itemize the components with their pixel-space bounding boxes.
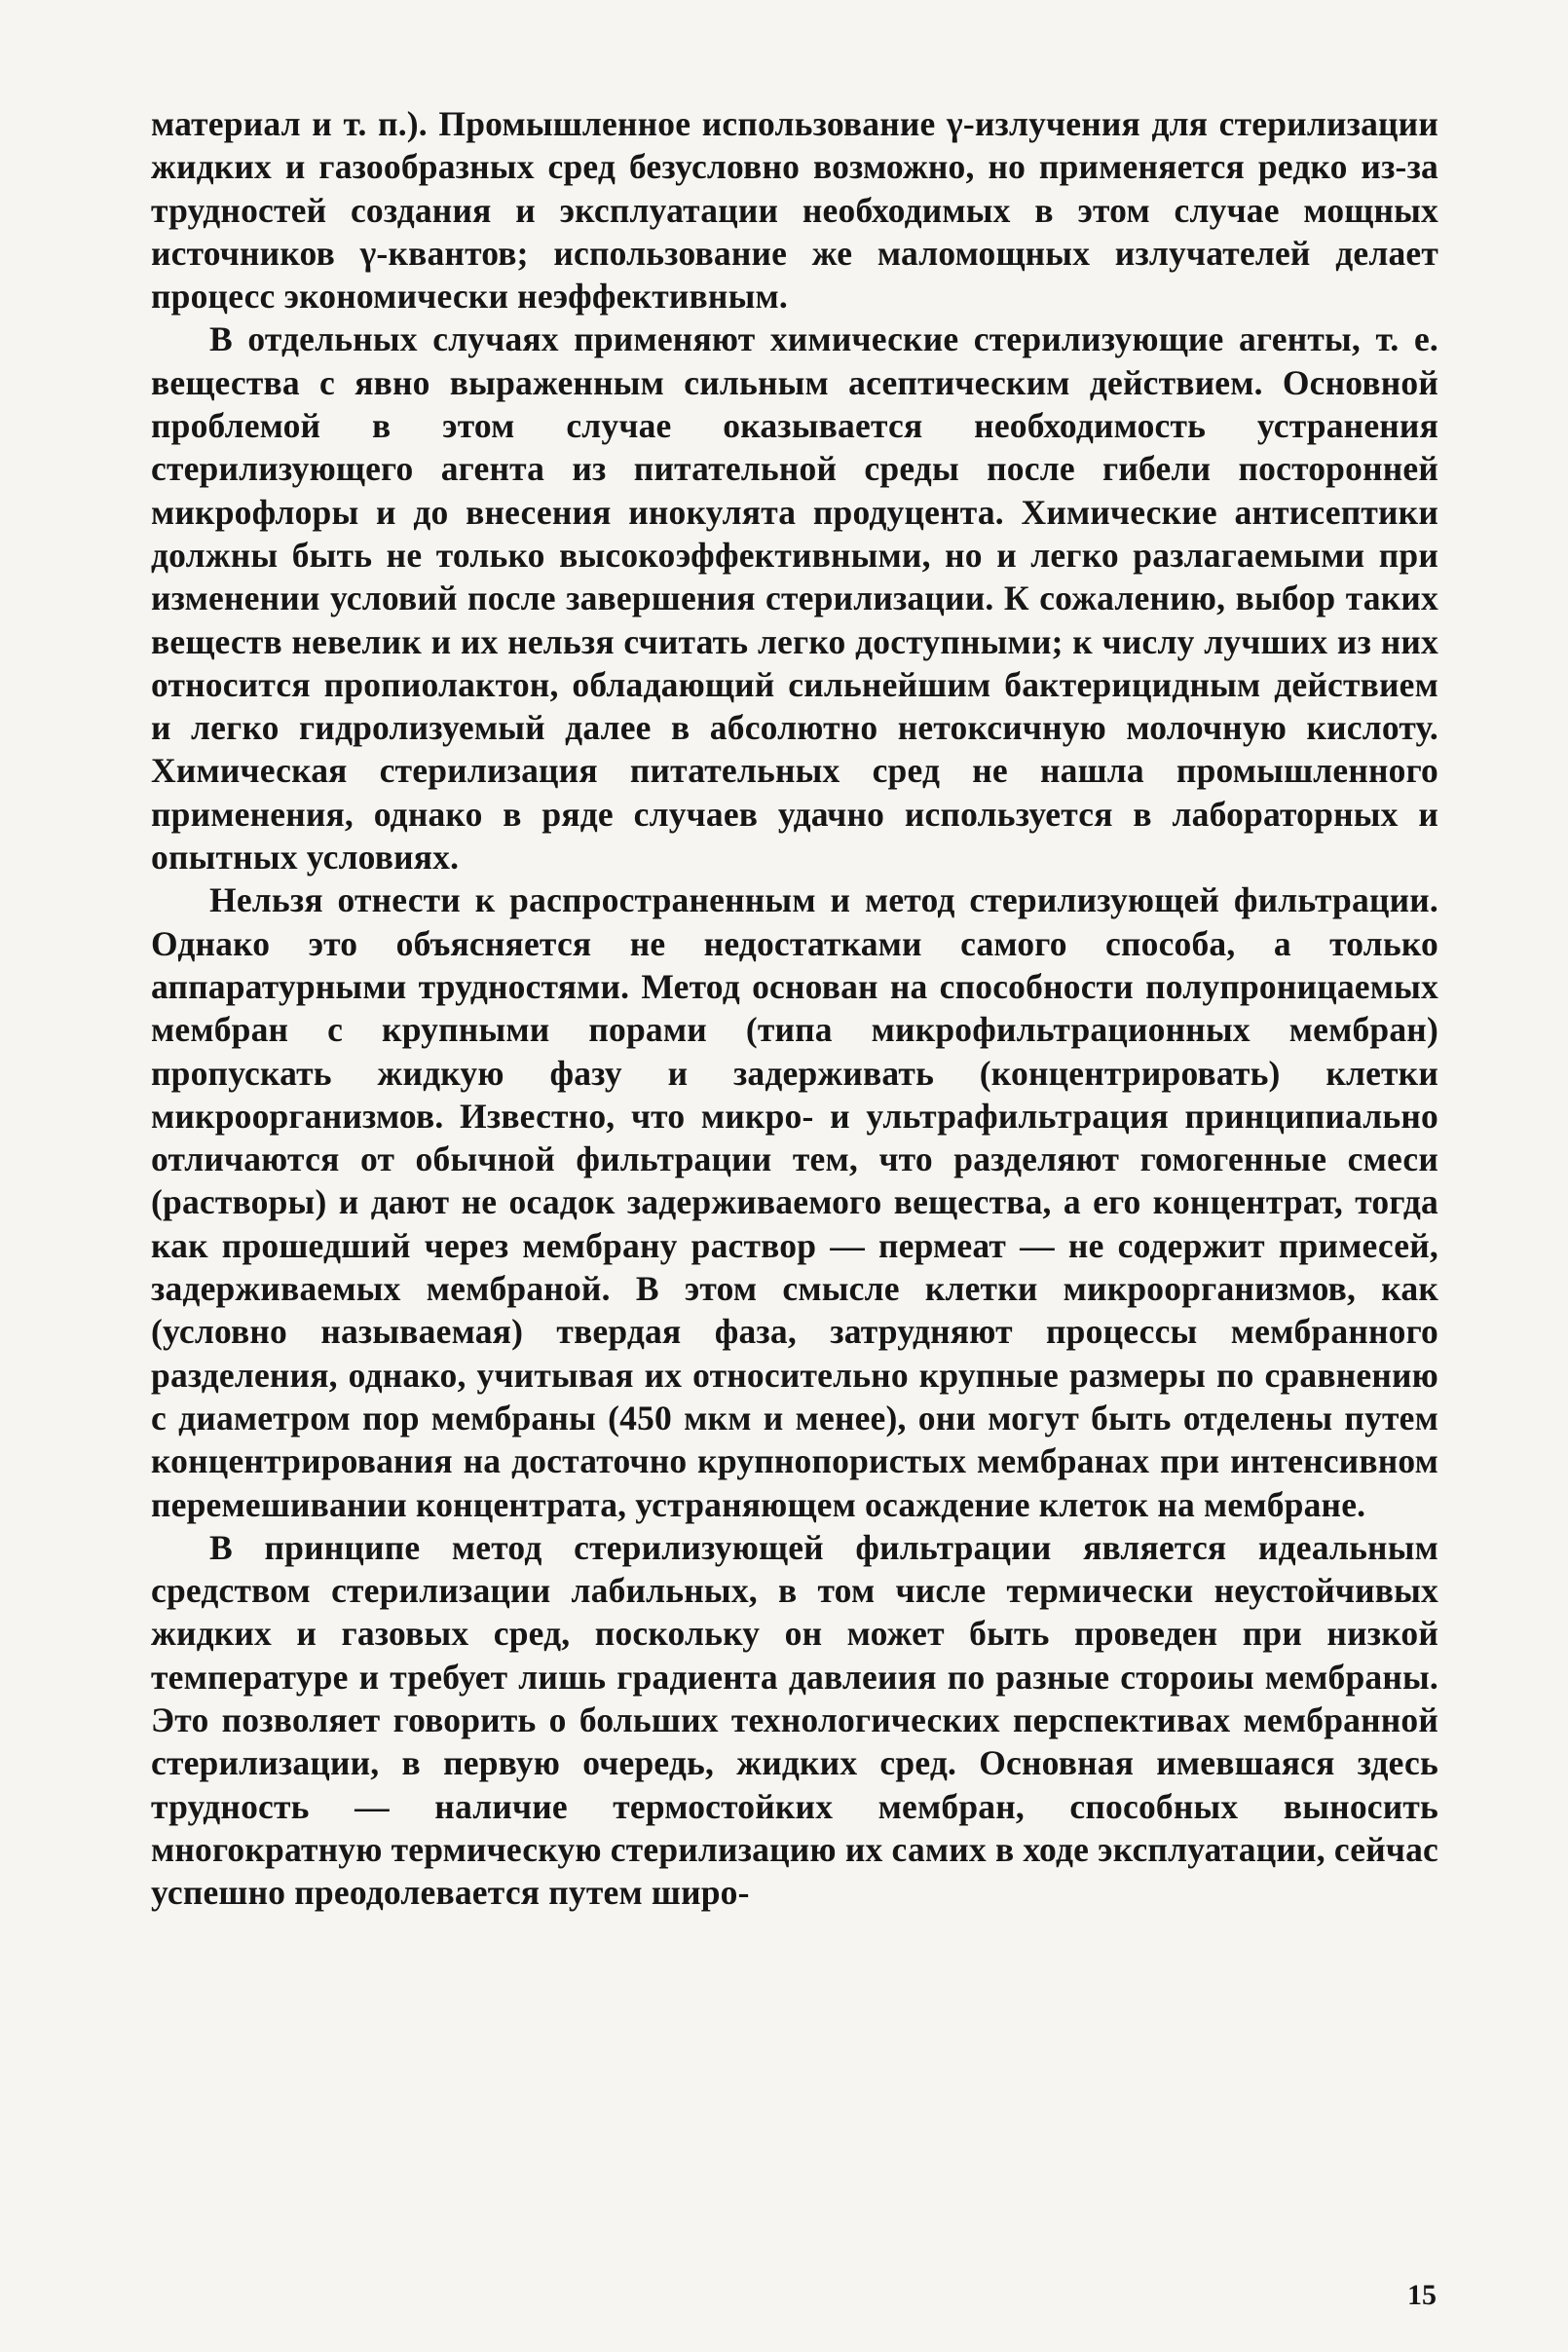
paragraph-4: В принципе метод стерилизующей фильтрации является идеальным средством стерилизации лабильных, в том числе термически неустойчивых жидких и газовых сред, поскольку он может быть проведен при низкой температуре и требует лишь градиента давлеиия по разные стороиы мембраны. Это позволяет говорить о больших технологических перспективах мембранной стерилизации, в первую очередь, жидких сред. Основная имевшаяся здесь трудность — наличие термостойких мембран, способных выносить многократную термическую стерилизацию их самих в ходе эксплуатации, сейчас успешно преодолевается путем широ- bbox=[151, 1527, 1438, 1913]
paragraph-1: материал и т. п.). Промышленное использование γ-излучения для стерилизации жидких и газообразных сред безусловно возможно, но применяется редко из-за трудностей создания и эксплуатации необходимых в этом случае мощных источников γ-квантов; использование же маломощных излучателей делает процесс экономически неэффективным. bbox=[151, 104, 1438, 317]
paragraph-2: В отдельных случаях применяют химические стерилизующие агенты, т. е. вещества с явно выраженным сильным асептическим действием. Основной проблемой в этом случае оказывается необходимость устранения стерилизующего агента из питательной среды после гибели посторонней микрофлоры и до внесения инокулята продуцента. Химические антисептики должны быть не только высокоэффективными, но и легко разлагаемыми при изменении условий после завершения стерилизации. К сожалению, выбор таких веществ невелик и их нельзя считать легко доступными; к числу лучших из них относится пропиолактон, обладающий сильнейшим бактерицидным действием и легко гидролизуемый далее в абсолютно нетоксичную молочную кислоту. Химическая стерилизация питательных сред не нашла промышленного применения, однако в ряде случаев удачно используется в лабораторных и опытных условиях. bbox=[151, 319, 1438, 877]
page-number: 15 bbox=[1407, 2279, 1437, 2311]
body-text bbox=[151, 102, 1438, 1914]
paragraph-3: Нельзя отнести к распространенным и метод стерилизующей фильтрации. Однако это объясняется не недостатками самого способа, а только аппаратурными трудностями. Метод основан на способности полупроницаемых мембран с крупными порами (типа микрофильтрационных мембран) пропускать жидкую фазу и задерживать (концентрировать) клетки микроорганизмов. Известно, что микро- и ультрафильтрация принципиально отличаются от обычной фильтрации тем, что разделяют гомогенные смеси (растворы) и дают не осадок задерживаемого вещества, а его концентрат, тогда как прошедший через мембрану раствор — пермеат — не содержит примесей, задерживаемых мембраной. В этом смысле клетки микроорганизмов, как (условно называемая) твердая фаза, затрудняют процессы мембранного разделения, однако, учитывая их относительно крупные размеры по сравнению с диаметром пор мембраны (450 мкм и менее), они могут быть отделены путем концентрирования на достаточно крупнопористых мембранах при интенсивном перемешивании концентрата, устраняющем осаждение клеток на мембране. bbox=[151, 880, 1438, 1524]
